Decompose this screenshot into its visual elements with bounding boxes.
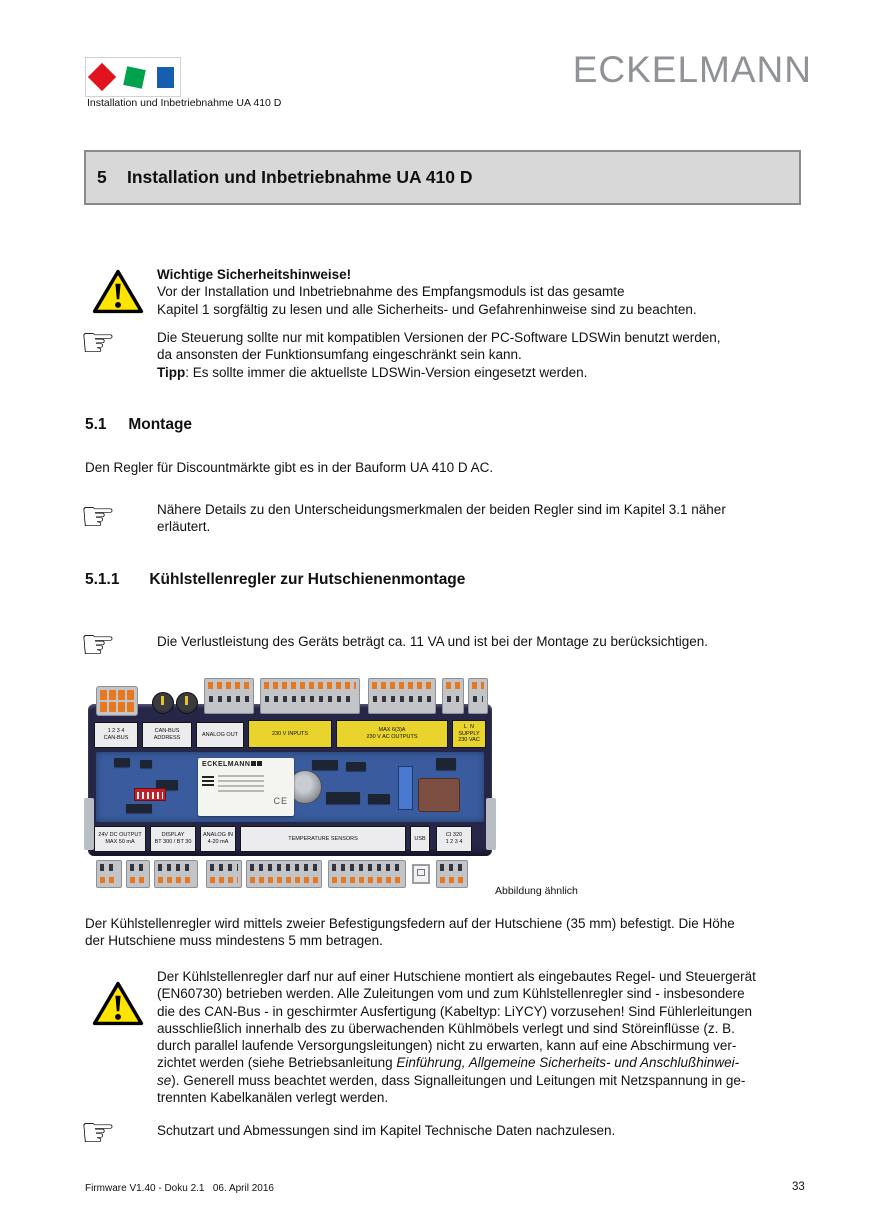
supply-label: L N SUPPLY 230 VAC xyxy=(452,720,486,748)
display-label: DISPLAY BT 300 / BT 30 xyxy=(150,826,196,852)
ldswin-tip-line xyxy=(157,364,721,381)
pointing-hand-icon: ☞ xyxy=(80,494,116,540)
section-5-1-1-number: 5.1.1 xyxy=(85,571,120,588)
chapter-number: 5 xyxy=(97,167,107,187)
section-5-1-1-title: Kühlstellenregler zur Hutschienenmontage xyxy=(149,571,466,588)
terminal-block-bottom xyxy=(436,860,468,888)
chapter-title-box xyxy=(84,150,801,205)
terminal-block-bottom xyxy=(154,860,198,888)
terminal-block-top xyxy=(468,678,488,714)
logo-red-diamond-icon xyxy=(88,63,116,91)
usb-port xyxy=(412,864,430,884)
safety-note-title: Wichtige Sicherheitshinweise! xyxy=(157,267,352,282)
power-note: Die Verlustleistung des Geräts beträgt ca. 11 VA und ist bei der Montage zu berücksichtigen. xyxy=(157,634,709,649)
230v-inputs-label: 230 V INPUTS xyxy=(248,720,332,748)
details-note: Nähere Details zu den Unterscheidungsmerkmalen der beiden Regler sind im Kapitel 3.1 näher erläutert. xyxy=(157,502,726,535)
ce-mark: CE xyxy=(273,796,288,806)
company-logo xyxy=(85,57,181,97)
brand-wordmark: ECKELMANN xyxy=(572,49,812,90)
can-address-rotary-switch xyxy=(152,692,174,714)
warning-triangle-icon xyxy=(92,980,144,1027)
section-heading-5-1 xyxy=(85,416,192,434)
usb-label: USB xyxy=(410,826,430,852)
terminal-block-top xyxy=(260,678,360,714)
qr-code xyxy=(202,774,214,786)
can-bus-address-label: CAN-BUS ADDRESS xyxy=(142,722,192,748)
section-5-1-number: 5.1 xyxy=(85,416,107,433)
terminal-block-top xyxy=(442,678,464,714)
terminal-block-bottom xyxy=(206,860,242,888)
section-heading-5-1-1 xyxy=(85,571,465,589)
page-number: 33 xyxy=(792,1181,805,1193)
ldswin-note-body: Die Steuerung sollte nur mit kompatiblen Versionen der PC-Software LDSWin benutzt werden, da ansonsten der Funktionsumfang eingeschränkt sein kann. xyxy=(157,330,721,363)
terminal-block-bottom xyxy=(246,860,322,888)
footer-revision: Firmware V1.40 - Doku 2.1 06. April 2016 xyxy=(85,1183,274,1194)
can-bus-label: 1 2 3 4 CAN-BUS xyxy=(94,722,138,748)
device-left-flange xyxy=(84,798,94,850)
mounting-paragraph: Der Kühlstellenregler wird mittels zweier Befestigungsfedern auf der Hutschiene (35 mm) befestigt. Die Höhe der Hutschiene muss mindestens 5 mm betragen. xyxy=(85,916,735,949)
terminal-block-bottom xyxy=(96,860,122,888)
temperature-sensors-label: TEMPERATURE SENSORS xyxy=(240,826,406,852)
board-brand: ECKELMANN xyxy=(202,761,290,768)
logo-blue-square-icon xyxy=(157,67,174,88)
logo-green-square-icon xyxy=(123,66,146,89)
shield-warning-text: Der Kühlstellenregler darf nur auf einer Hutschiene montiert als eingebautes Regel- und Steuergerät (EN60730) betrieben werden. Alle Zuleitungen vom und zum Kühlstellenregler sind - insbesondere die des CAN-Bus - in geschirmter Ausfertigung (Kabeltyp: LiYCY) vorzusehen! Sind Fühlerleitungen ausschließlich innerhalb des zu überwachenden Kühlmöbels verlegt und sind Störeinflüsse (z. B. durch parallel laufende Versorgungsleitungen) nicht zu erwarten, kann auf eine Abschirmung ver- zichtet werden (siehe Betriebsanleitung Einführung, Allgemeine Sicherheits- und Anschlußhinwei- se). Generell muss beachtet werden, dass Signalleitungen und Leitungen mit Netzspannung in ge- trennten Kabelkanälen verlegt werden. xyxy=(157,969,756,1106)
pointing-hand-icon: ☞ xyxy=(80,622,116,668)
pointing-hand-icon: ☞ xyxy=(80,1110,116,1156)
ci-label: CI 320 1 2 3 4 xyxy=(436,826,472,852)
terminal-block-top xyxy=(204,678,254,714)
document-subtitle: Installation und Inbetriebnahme UA 410 D xyxy=(87,97,282,109)
tip-label: Tipp xyxy=(157,364,186,380)
analog-in-label: ANALOG IN 4-20 mA xyxy=(200,826,236,852)
safety-note-body: Vor der Installation und Inbetriebnahme des Empfangsmoduls ist das gesamte Kapitel 1 sorgfältig zu lesen und alle Sicherheits- und Gefahrenhinweise sind zu beachten. xyxy=(157,284,697,317)
type-plate xyxy=(198,758,294,816)
transformer-component xyxy=(418,778,460,812)
section-5-1-title: Montage xyxy=(128,416,193,433)
dip-switch xyxy=(134,788,166,801)
analog-out-label: ANALOG OUT xyxy=(196,722,244,748)
controller-photo xyxy=(88,678,492,888)
can-bus-connector xyxy=(96,686,138,716)
ldswin-note xyxy=(157,329,721,381)
device-right-flange xyxy=(486,798,496,850)
terminal-block-top xyxy=(368,678,436,714)
terminal-block-bottom xyxy=(328,860,406,888)
dc-output-label: 24V DC OUTPUT MAX 50 mA xyxy=(94,826,146,852)
circuit-board xyxy=(96,752,484,822)
figure-caption: Abbildung ähnlich xyxy=(495,885,578,897)
terminal-block-bottom xyxy=(126,860,150,888)
protection-note: Schutzart und Abmessungen sind im Kapitel Technische Daten nachzulesen. xyxy=(157,1123,616,1138)
chapter-title: Installation und Inbetriebnahme UA 410 D xyxy=(127,167,473,187)
can-address-rotary-switch xyxy=(176,692,198,714)
safety-note xyxy=(157,266,697,318)
warning-triangle-icon xyxy=(92,268,144,315)
type-plate-text xyxy=(218,775,264,795)
blue-connector xyxy=(398,766,413,810)
pointing-hand-icon: ☞ xyxy=(80,320,116,366)
230vac-outputs-label: MAX 6(3)A 230 V AC OUTPUTS xyxy=(336,720,448,748)
tip-text: : Es sollte immer die aktuellste LDSWin-Version eingesetzt werden. xyxy=(185,364,588,380)
bauform-paragraph: Den Regler für Discountmärkte gibt es in der Bauform UA 410 D AC. xyxy=(85,460,494,475)
